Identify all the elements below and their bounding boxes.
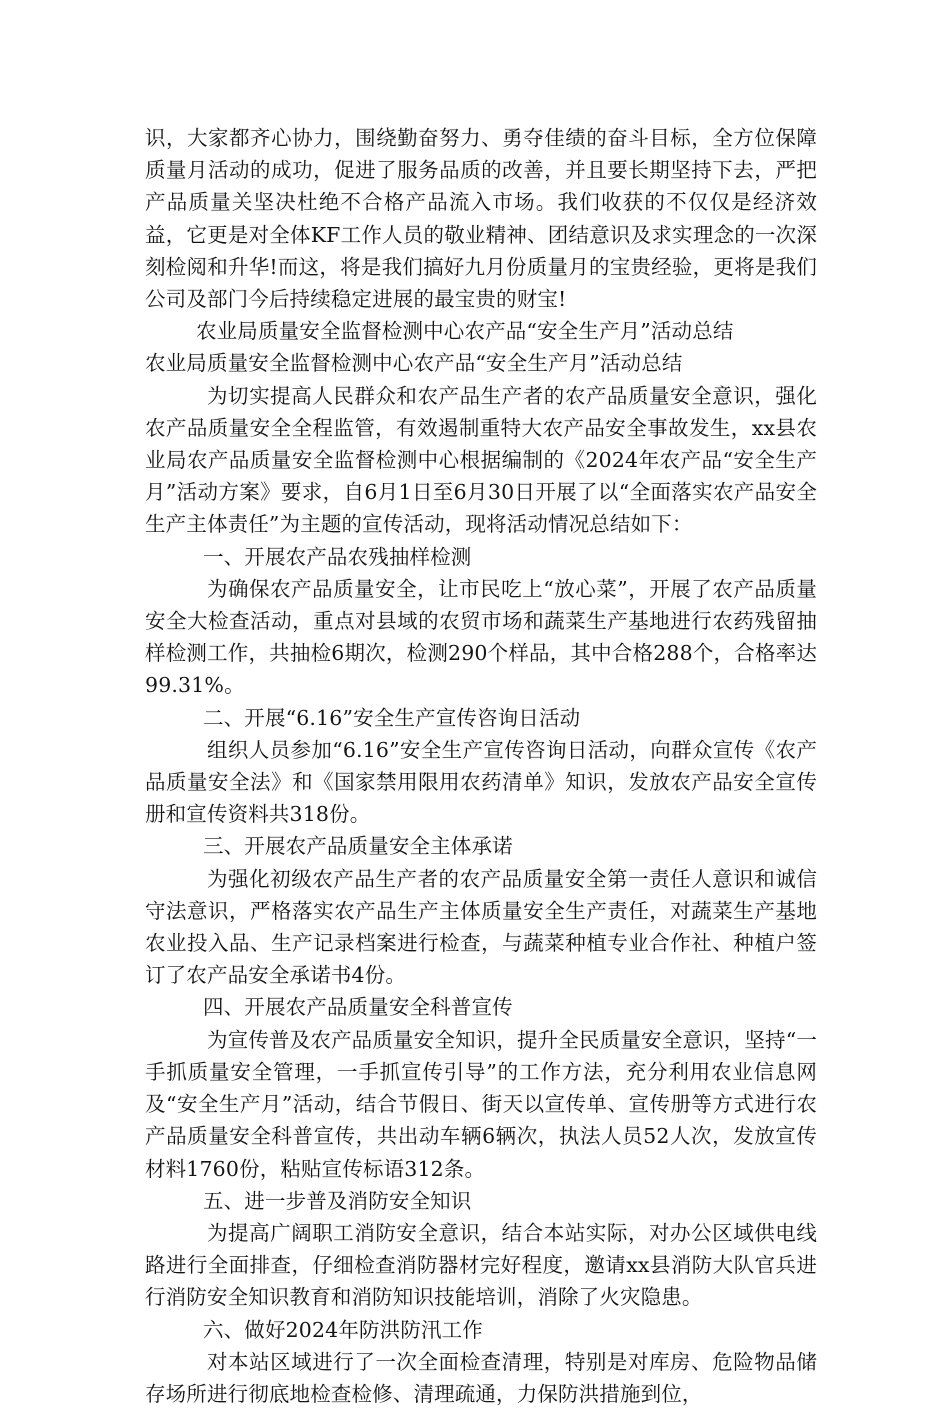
section-heading-4: 四、开展农产品质量安全科普宣传 — [203, 995, 513, 1020]
section-heading-3: 三、开展农产品质量安全主体承诺 — [203, 834, 513, 859]
paragraph-continued: 识，大家都齐心协力，围绕勤奋努力、勇夺佳绩的奋斗目标，全方位保障质量月活动的成功，促进了服务品质的改善，并且要长期坚持下去，严把产品质量关坚决杜绝不合格产品流入市场。我们收获的不仅仅是经济效益，它更是对全体KF工作人员的敬业精神、团结意识及求实理念的一次深刻检阅和升华!而这，将是我们搞好九月份质量月的宝贵经验，更将是我们公司及部门今后持续稳定进展的最宝贵的财宝! — [145, 126, 817, 312]
article-title-repeat: 农业局质量安全监督检测中心农产品“安全生产月”活动总结 — [145, 351, 683, 376]
section-heading-2: 二、开展“6.16”安全生产宣传咨询日活动 — [203, 705, 581, 730]
section-body-1: 为确保农产品质量安全，让市民吃上“放心菜”，开展了农产品质量安全大检查活动，重点对县域的农贸市场和蔬菜生产基地进行农药残留抽样检测工作，共抽检6期次，检测290个样品，其中合格288个，合格率达99.31%。 — [145, 576, 817, 698]
section-heading-6: 六、做好2024年防洪防汛工作 — [203, 1317, 483, 1342]
section-body-2: 组织人员参加“6.16”安全生产宣传咨询日活动，向群众宣传《农产品质量安全法》和《国家禁用限用农药清单》知识，发放农产品安全宣传册和宣传资料共318份。 — [145, 737, 817, 827]
section-body-4: 为宣传普及农产品质量安全知识，提升全民质量安全意识，坚持“一手抓质量安全管理，一手抓宣传引导”的工作方法，充分利用农业信息网及“安全生产月”活动，结合节假日、街天以宣传单、宣传册等方式进行农产品质量安全科普宣传，共出动车辆6辆次，执法人员52人次，发放宣传材料1760份，粘贴宣传标语312条。 — [145, 1027, 817, 1181]
section-body-6: 对本站区域进行了一次全面检查清理，特别是对库房、危险物品储存场所进行彻底地检查检修、清理疏通，力保防洪措施到位， — [145, 1349, 817, 1406]
article-title: 农业局质量安全监督检测中心农产品“安全生产月”活动总结 — [196, 319, 734, 344]
intro-paragraph: 为切实提高人民群众和农产品生产者的农产品质量安全意识，强化农产品质量安全全程监管，有效遏制重特大农产品安全事故发生，xx县农业局农产品质量安全监督检测中心根据编制的《2024年农产品“安全生产月”活动方案》要求，自6月1日至6月30日开展了以“全面落实农产品安全生产主体责任”为主题的宣传活动，现将活动情况总结如下： — [145, 383, 817, 537]
section-body-3: 为强化初级农产品生产者的农产品质量安全第一责任人意识和诚信守法意识，严格落实农产品生产主体质量安全生产责任，对蔬菜生产基地农业投入品、生产记录档案进行检查，与蔬菜种植专业合作社、种植户签订了农产品安全承诺书4份。 — [145, 866, 817, 988]
section-heading-5: 五、进一步普及消防安全知识 — [203, 1188, 472, 1213]
section-body-5: 为提高广阔职工消防安全意识，结合本站实际，对办公区域供电线路进行全面排查，仔细检查消防器材完好程度，邀请xx县消防大队官兵进行消防安全知识教育和消防知识技能培训，消除了火灾隐患。 — [145, 1220, 817, 1310]
document-body — [145, 122, 817, 1410]
section-heading-1: 一、开展农产品农残抽样检测 — [203, 544, 472, 569]
